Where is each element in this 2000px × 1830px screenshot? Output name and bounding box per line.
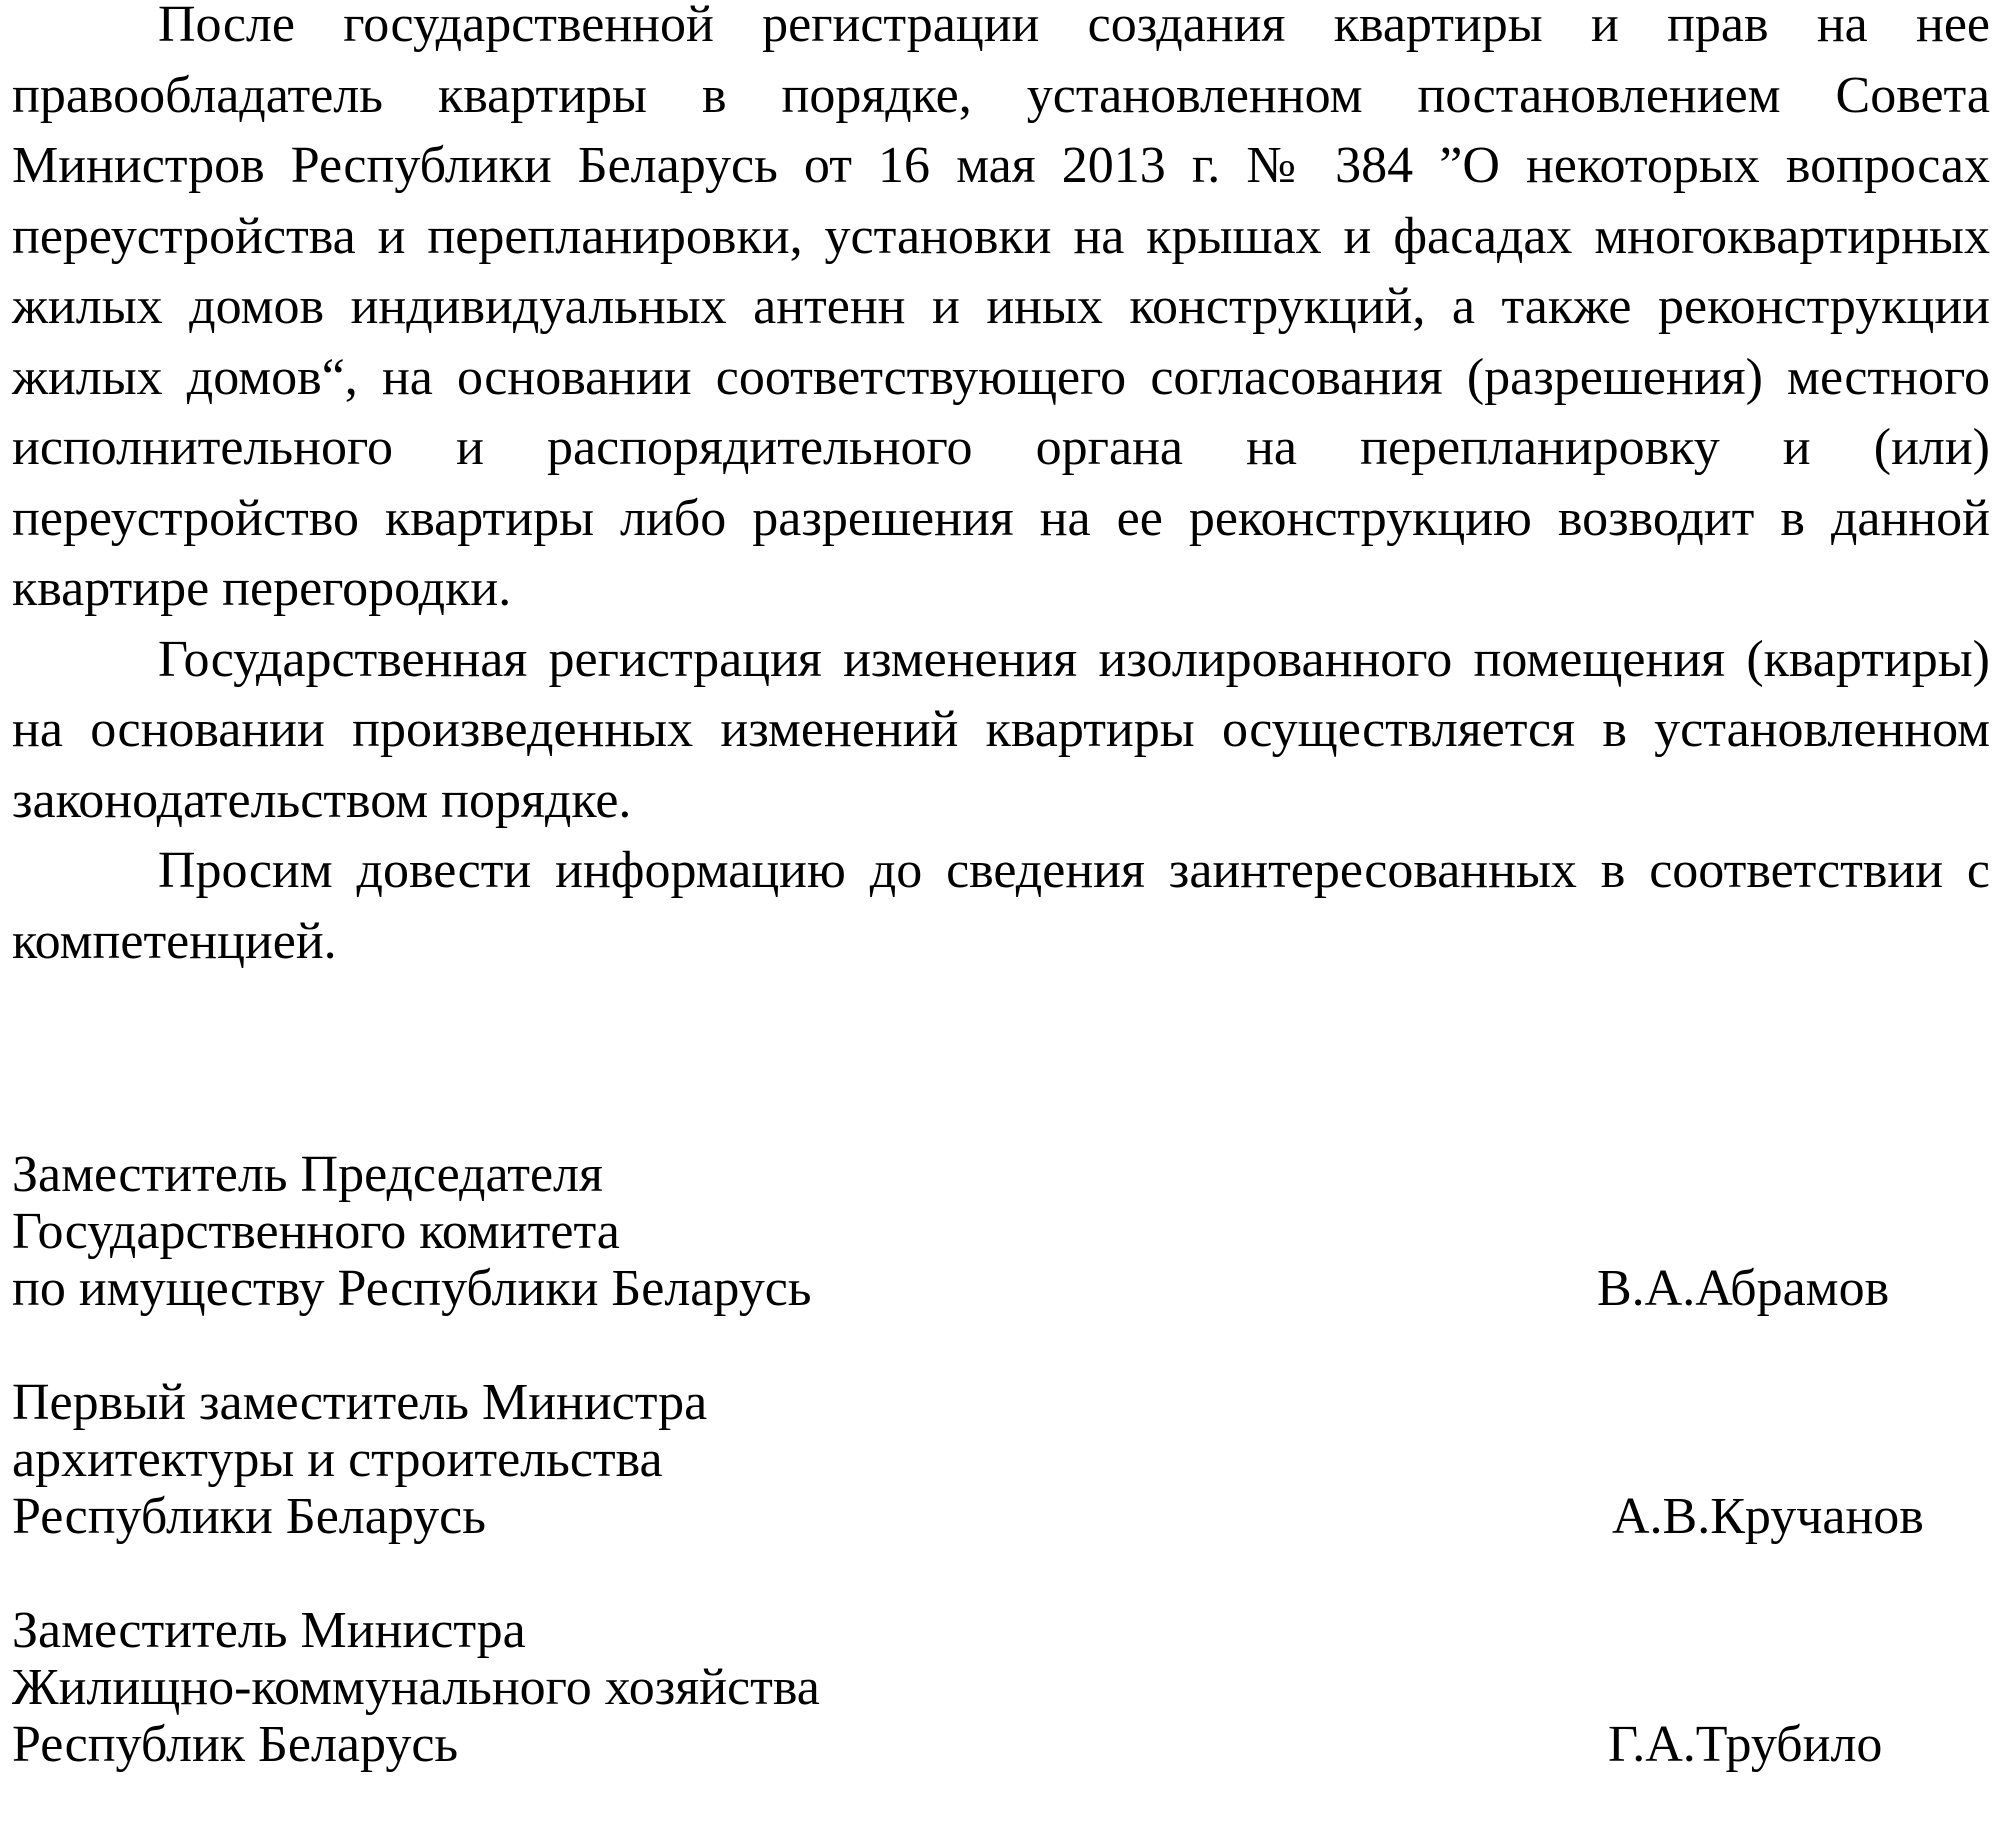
signatory-name: А.В.Кручанов: [1612, 1488, 1924, 1545]
signatory-name: В.А.Абрамов: [1597, 1260, 1890, 1317]
signatory-title-line: Государственного комитета: [12, 1203, 620, 1260]
signatory-title-line: Республики Беларусь: [12, 1488, 486, 1545]
paragraph-registration: После государственной регистрации создания квартиры и прав на нее правообладатель квартиры в порядке, установленном постановлением Совета Министров Республики Беларусь от 16 мая 2013 г. № 384 ”О некоторых вопросах переустройства и перепланировки, установки на крышах и фасадах многоквартирных жилых домов индивидуальных антенн и иных конструкций, а также реконструкции жилых домов“, на основании соответствующего согласования (разрешения) местного исполнительного и распорядительного органа на перепланировку и (или) переустройство квартиры либо разрешения на ее реконструкцию возводит в данной квартире перегородки.: [12, 0, 1990, 617]
signatory-title-line: Республик Беларусь: [12, 1716, 459, 1773]
paragraph-state-registration: Государственная регистрация изменения изолированного помещения (квартиры) на основании произведенных изменений квартиры осуществляется в установленном законодательством порядке.: [12, 630, 1990, 829]
signature-block-property-committee: [12, 1146, 1990, 1317]
signature-block-housing-ministry: [12, 1602, 1990, 1773]
signatory-title-line: Жилищно-коммунального хозяйства: [12, 1659, 820, 1716]
signatory-title-line: по имуществу Республики Беларусь: [12, 1260, 812, 1317]
signature-section: [12, 1146, 1990, 1830]
signatory-title-line: Заместитель Председателя: [12, 1146, 603, 1203]
signatory-title-line: Заместитель Министра: [12, 1602, 526, 1659]
signature-block-architecture-ministry: [12, 1374, 1990, 1545]
document-body: [12, 0, 1990, 977]
signatory-title-line: архитектуры и строительства: [12, 1431, 663, 1488]
signatory-title-line: Первый заместитель Министра: [12, 1374, 708, 1431]
paragraph-request: Просим довести информацию до сведения заинтересованных в соответствии с компетенцией.: [12, 842, 1990, 970]
signatory-name: Г.А.Трубило: [1608, 1716, 1883, 1773]
